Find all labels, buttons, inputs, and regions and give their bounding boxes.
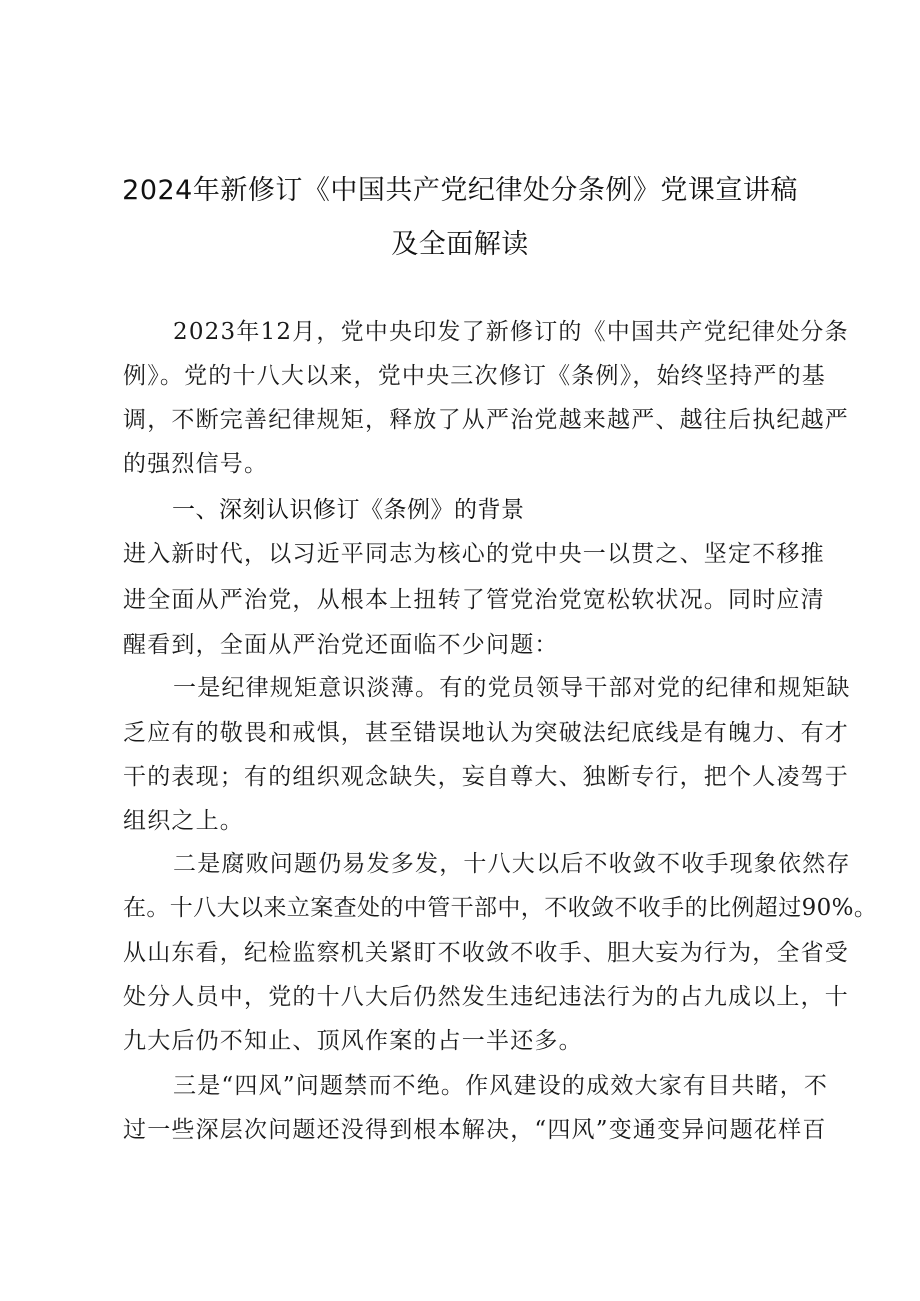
point2-line: 九大后仍不知止、顶风作案的占一半还多。 [123, 1028, 583, 1054]
intro-line: 例》。党的十八大以来，党中央三次修订《条例》，始终坚持严的基 [123, 363, 826, 389]
section-intro-line: 醒看到，全面从严治党还面临不少问题： [123, 632, 559, 658]
point3-line: 三是“四风”问题禁而不绝。作风建设的成效大家有目共睹，不 [173, 1073, 829, 1099]
point2-line: 二是腐败问题仍易发多发，十八大以后不收敛不收手现象依然存 [173, 851, 851, 877]
document-title-line1: 2024年新修订《中国共产党纪律处分条例》党课宣讲稿 [122, 175, 798, 206]
intro-line: 2023年12月，党中央印发了新修订的《中国共产党纪律处分条 [173, 319, 849, 345]
intro-line: 的强烈信号。 [123, 451, 269, 477]
intro-line: 调，不断完善纪律规矩，释放了从严治党越来越严、越往后执纪越严 [123, 407, 849, 433]
section-intro-line: 进入新时代，以习近平同志为核心的党中央一以贯之、坚定不移推 [123, 541, 825, 567]
section-intro-line: 进全面从严治党，从根本上扭转了管党治党宽松软状况。同时应清 [123, 587, 825, 613]
point3-line: 过一些深层次问题还没得到根本解决，“四风”变通变异问题花样百 [123, 1117, 827, 1143]
point2-line: 从山东看，纪检监察机关紧盯不收敛不收手、胆大妄为行为，全省受 [123, 940, 849, 966]
point1-line: 乏应有的敬畏和戒惧，甚至错误地认为突破法纪底线是有魄力、有才 [123, 720, 849, 746]
point1-line: 一是纪律规矩意识淡薄。有的党员领导干部对党的纪律和规矩缺 [173, 675, 851, 701]
section-heading: 一、深刻认识修订《条例》的背景 [172, 497, 525, 523]
point1-line: 组织之上。 [123, 808, 244, 834]
point2-line: 处分人员中，党的十八大后仍然发生违纪违法行为的占九成以上，十 [123, 984, 849, 1010]
document-title-line2: 及全面解读 [391, 229, 529, 260]
point2-line: 在。十八大以来立案查处的中管干部中，不收敛不收手的比例超过90%。 [123, 895, 878, 921]
point1-line: 干的表现；有的组织观念缺失，妄自尊大、独断专行，把个人凌驾于 [123, 764, 849, 790]
